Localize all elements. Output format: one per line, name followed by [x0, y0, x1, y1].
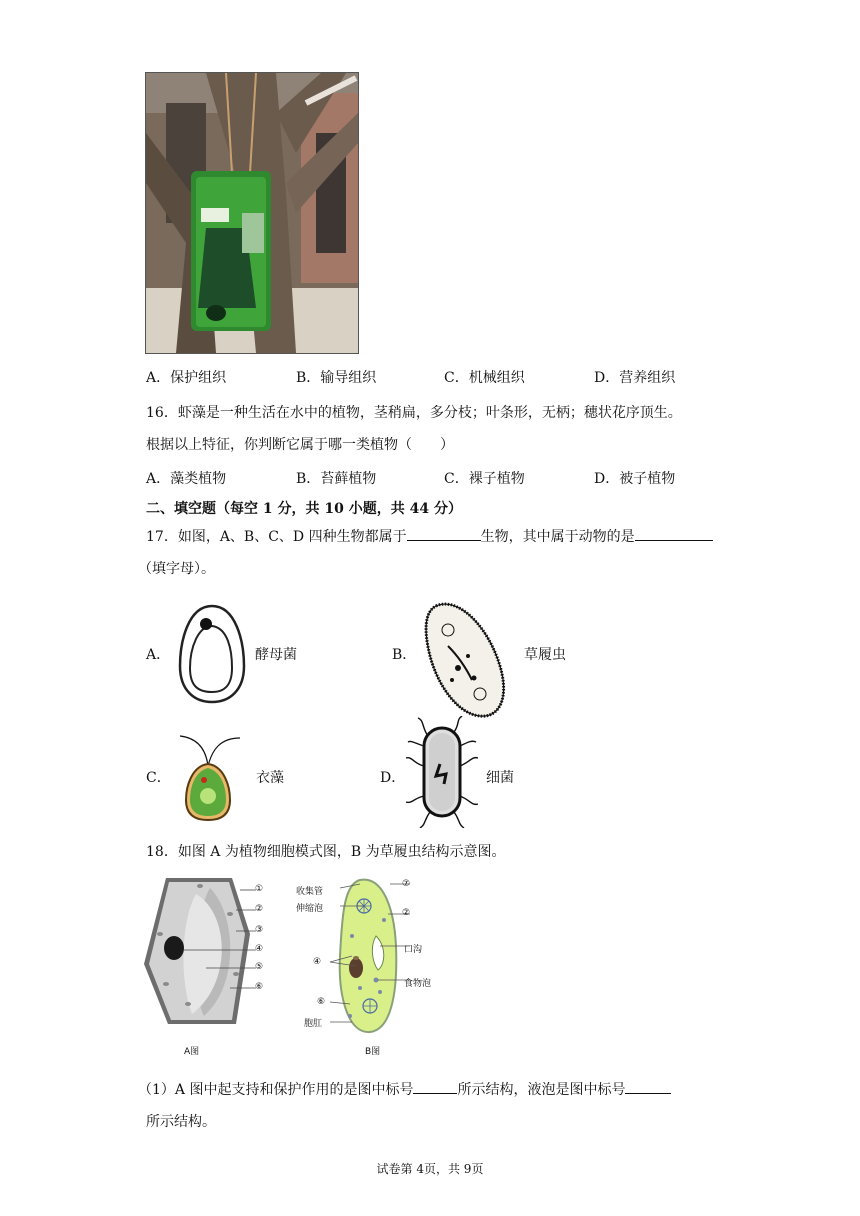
q17-name-d: 细菌 [486, 770, 514, 786]
q18-blank-1 [413, 1079, 457, 1094]
q18-intro: 18．如图 A 为植物细胞模式图，B 为草履虫结构示意图。 [146, 844, 506, 860]
q17-letter-c: C． [146, 770, 171, 786]
figB-marker-6: ⑥ [317, 997, 326, 1007]
q17-blank-2 [635, 526, 713, 541]
figA-marker-1: ① [255, 884, 264, 894]
tree-photo [145, 72, 359, 354]
q17-blank-1 [407, 526, 481, 541]
figA-marker-6: ⑥ [255, 982, 264, 992]
chlamydomonas-figure [168, 730, 248, 824]
q17-name-b: 草履虫 [524, 647, 566, 663]
figB-label-contractile-vacuole: 伸缩泡 [296, 904, 324, 914]
figB-marker-4: ④ [313, 957, 322, 967]
section-heading: 二、填空题（每空 1 分，共 10 小题，共 44 分） [146, 501, 462, 517]
q15-option-d: D．营养组织 [594, 370, 676, 386]
q17-letter-d: D． [380, 770, 406, 786]
q16-line1: 16．虾藻是一种生活在水中的植物，茎稍扁，多分枝；叶条形，无柄；穗状花序顶生。 [146, 405, 682, 421]
q17-line1 [146, 526, 713, 546]
q16-option-b: B．苔藓植物 [296, 471, 377, 487]
q17-name-a: 酵母菌 [255, 647, 297, 663]
q18-sub1-line2: 所示结构。 [146, 1114, 216, 1130]
tree-photo-illustration [146, 73, 358, 353]
plant-cell-figure [140, 874, 272, 1044]
q17-letter-b: B． [392, 647, 417, 663]
figA-marker-4: ④ [255, 944, 264, 954]
yeast-figure [176, 602, 248, 706]
bacteria-figure [406, 716, 478, 828]
figA-marker-5: ⑤ [255, 962, 264, 972]
q16-option-a: A．藻类植物 [146, 471, 227, 487]
figB-label-food-vacuole: 食物泡 [404, 979, 432, 989]
q17-text-a: 17．如图，A、B、C、D 四种生物都属于 [146, 529, 407, 545]
q16-line2: 根据以上特征，你判断它属于哪一类植物（ ） [146, 437, 454, 453]
q18-sub1-text-a: （1）A 图中起支持和保护作用的是图中标号 [138, 1082, 414, 1098]
paramecium-figure [418, 596, 514, 724]
q17-text-b: 生物，其中属于动物的是 [480, 529, 635, 545]
paramecium-structure-figure [330, 876, 410, 1036]
figB-label-collecting-duct: 收集管 [296, 887, 324, 897]
q17-name-c: 衣藻 [256, 770, 284, 786]
figA-marker-3: ③ [255, 925, 264, 935]
figB-label-anal-pore: 胞肛 [304, 1019, 323, 1029]
q16-option-c: C．裸子植物 [444, 471, 525, 487]
figB-label-oral-groove: 口沟 [404, 945, 423, 955]
q17-line2: （填字母）。 [138, 561, 215, 577]
page-footer: 试卷第 4页，共 9页 [376, 1162, 484, 1176]
q18-sub1-text-b: 所示结构，液泡是图中标号 [457, 1082, 626, 1098]
figA-marker-2: ② [255, 904, 264, 914]
q15-option-a: A．保护组织 [146, 370, 227, 386]
q17-letter-a: A． [146, 647, 171, 663]
figB-caption: B图 [365, 1047, 381, 1057]
figB-marker-2: ② [402, 908, 411, 918]
q15-option-b: B．输导组织 [296, 370, 377, 386]
q18-sub1-line1 [138, 1079, 671, 1099]
figB-marker-7: ⑦ [402, 879, 411, 889]
q18-blank-2 [625, 1079, 671, 1094]
q16-option-d: D．被子植物 [594, 471, 676, 487]
q15-option-c: C．机械组织 [444, 370, 525, 386]
figA-caption: A图 [184, 1047, 200, 1057]
